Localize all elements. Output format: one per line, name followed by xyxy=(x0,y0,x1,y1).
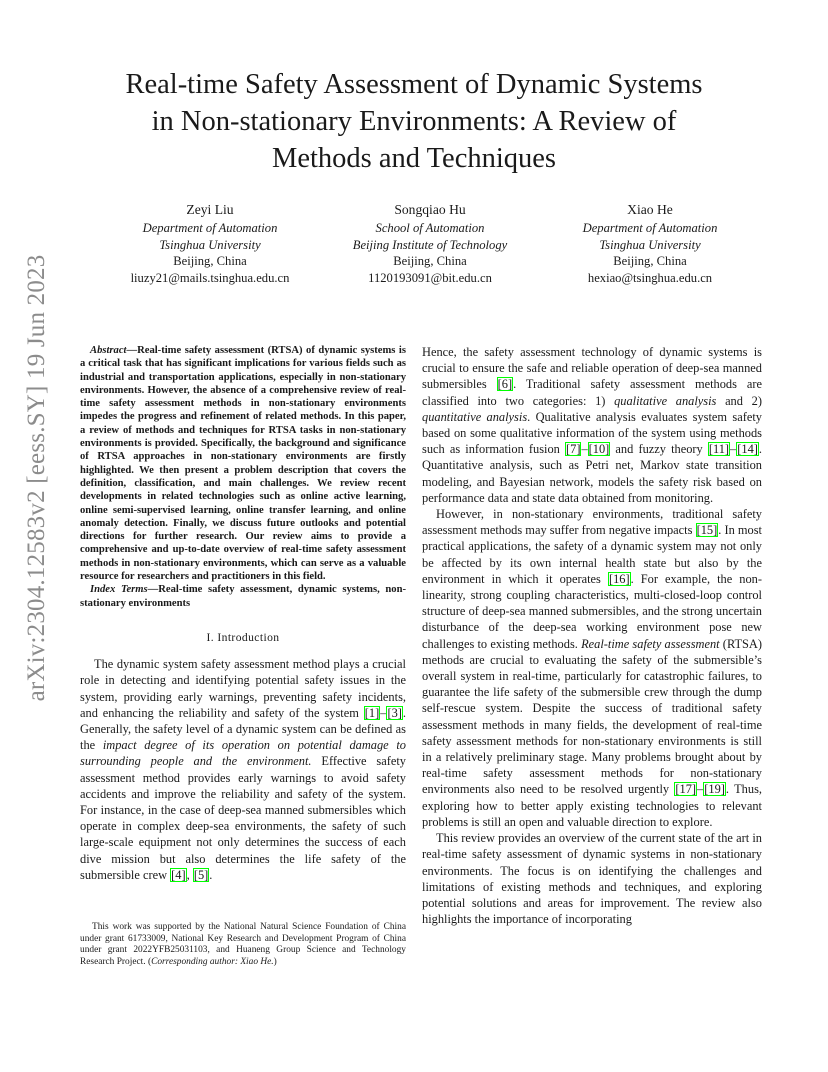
index-terms-label: Index Terms xyxy=(90,584,148,596)
text-run: . Quantitative analysis, such as Petri net, Markov state transition modeling, and Bayesian network, models the safety risk based on performance data and state data obtained from monitoring. xyxy=(422,442,763,505)
text-run: Hence, the safety assessment technology of dynamic systems is crucial to ensure the safe and reliable operation of deep-sea manned submersibles xyxy=(422,345,762,392)
citation-link[interactable]: [17] xyxy=(675,782,697,797)
emphasis-text: qualitative analysis xyxy=(614,393,717,408)
author-name: Songqiao Hu xyxy=(394,202,466,217)
author-2 xyxy=(320,202,540,287)
citation-link[interactable]: [19] xyxy=(704,782,725,797)
section-heading-introduction: I. Introduction xyxy=(206,630,280,644)
author-department: Department of Automation xyxy=(142,220,278,235)
arxiv-identifier: arXiv:2304.12583v2 [eess.SY] 19 Jun 2023 xyxy=(23,254,50,702)
paper-title xyxy=(60,66,768,177)
text-run: The dynamic system safety assessment method plays a crucial role in detecting and identifying potential safety issues in the system, providing early warnings, preventing safety incidents, and enhancing the reliability and safety of the system xyxy=(80,657,406,720)
author-3 xyxy=(540,202,760,287)
arxiv-sidebar xyxy=(21,254,53,702)
emphasis-text: Corresponding author: Xiao He. xyxy=(151,957,274,968)
text-run: – xyxy=(697,782,704,797)
emphasis-text: quantitative analysis xyxy=(422,409,528,424)
citation-link[interactable]: [5] xyxy=(193,867,209,882)
author-institution: Beijing Institute of Technology xyxy=(352,237,508,252)
author-location: Beijing, China xyxy=(613,254,687,269)
citation-link[interactable]: [7] xyxy=(566,442,581,457)
text-run: . In most practical applications, the safety of a dynamic system may not only be affected by its own internal health state but also by the environment in which it operates xyxy=(422,523,762,586)
text-run: – xyxy=(380,705,387,720)
intro-paragraph-continued xyxy=(422,344,762,506)
text-run: This work was supported by the National Natural Science Foundation of China under grant 61733009, National Key Research and Development Program of China under grant 2022YFB25031103, and Huaneng Group Science and Technology Research Project. ( xyxy=(80,922,406,968)
author-name: Xiao He xyxy=(627,202,673,217)
text-run: . xyxy=(209,867,213,882)
index-terms-text: —Real-time safety assessment, dynamic systems, non-stationary environments xyxy=(80,584,406,609)
author-email: 1120193091@bit.edu.cn xyxy=(368,271,492,286)
title-line-2: in Non-stationary Environments: A Review of xyxy=(151,106,677,137)
citation-link[interactable]: [3] xyxy=(387,705,402,720)
funding-footnote xyxy=(80,922,406,969)
text-run: . Qualitative analysis evaluates system safety based on some qualitative information of the system using methods such as information fusion xyxy=(422,409,762,457)
left-column xyxy=(80,344,406,883)
intro-paragraph-3: This review provides an overview of the current state of the art in real-time safety assessment of dynamic systems in non-stationary environments. The focus is on identifying the challenges and limitations of existing methods and techniques, and exploring potential solutions and areas for improvement. The review also highlights the importance of incorporating xyxy=(422,831,762,927)
abstract xyxy=(80,344,406,583)
citation-link[interactable]: [6] xyxy=(497,377,513,392)
abstract-label: Abstract xyxy=(90,345,127,356)
right-column xyxy=(422,344,762,927)
text-run: . Thus, exploring how to better apply existing technologies to relevant problems is still an open and valuable direction to explore. xyxy=(422,782,762,829)
citation-link[interactable]: [16] xyxy=(608,571,630,586)
text-run: , xyxy=(186,867,193,882)
citation-link[interactable]: [4] xyxy=(171,867,186,882)
citation-link[interactable]: [15] xyxy=(696,523,718,538)
footnote-text xyxy=(80,922,406,969)
title-line-3: Methods and Techniques xyxy=(271,143,556,174)
author-email: hexiao@tsinghua.edu.cn xyxy=(587,271,713,286)
text-run: – xyxy=(730,442,737,457)
author-email: liuzy21@mails.tsinghua.edu.cn xyxy=(130,271,290,286)
author-institution: Tsinghua University xyxy=(159,237,261,252)
text-run: and 2) xyxy=(716,393,762,408)
text-run: However, in non-stationary environments, traditional safety assessment methods may suffer from negative impacts xyxy=(422,507,762,538)
text-run: – xyxy=(581,442,588,457)
title-line-1: Real-time Safety Assessment of Dynamic Systems xyxy=(125,69,703,100)
intro-paragraph-2 xyxy=(422,506,762,830)
text-run: Effective safety assessment method provides early warnings to avoid safety accidents and improve the reliability and safety of the system. For instance, in the case of deep-sea manned submersibles which operate in complex deep-sea environments, the safety of such large-scale equipment not only determines the success of each dive mission but also determines the life safety of the submersible crew xyxy=(80,754,406,882)
citation-link[interactable]: [14] xyxy=(737,442,758,457)
author-name: Zeyi Liu xyxy=(186,202,234,217)
citation-link[interactable]: [11] xyxy=(708,442,730,457)
author-institution: Tsinghua University xyxy=(599,237,701,252)
emphasis-text: impact degree of its operation on potential damage to surrounding people and the environment. xyxy=(80,738,406,769)
author-department: School of Automation xyxy=(375,220,485,235)
author-location: Beijing, China xyxy=(393,254,467,269)
author-1 xyxy=(100,202,320,287)
intro-paragraph-1 xyxy=(80,656,406,883)
author-location: Beijing, China xyxy=(173,254,247,269)
index-terms xyxy=(80,583,406,610)
text-run: . For example, the non-linearity, strong coupling characteristics, multi-closed-loop control structure of deep-sea manned submersibles, and the strong uncertain disturbance of the deep-sea working environment pose new challenges to existing methods. xyxy=(422,571,762,651)
text-run: . Traditional safety assessment methods are classified into two categories: 1) xyxy=(422,377,762,408)
abstract-text: —Real-time safety assessment (RTSA) of dynamic systems is a critical task that has significant implications for various fields such as industrial and transportation applications, especially in non-stationary environments. However, the absence of a comprehensive review of real-time safety assessment methods in non-stationary environments impedes the progress and refinement of related methods. In this paper, a review of methods and techniques for RTSA tasks in non-stationary environments is provided. Specifically, the background and significance of RTSA approaches in non-stationary environments are firstly highlighted. We then present a problem description that covers the definition, classification, and main challenges. We review recent developments in related technologies such as online active learning, online semi-supervised learning, online transfer learning, and online anomaly detection. Finally, we discuss future outlooks and potential directions for further research. Our review aims to provide a comprehensive and up-to-date overview of real-time safety assessment methods in non-stationary environments, which can serve as a valuable resource for researchers and practitioners in this field. xyxy=(80,345,406,583)
citation-link[interactable]: [1] xyxy=(364,705,380,720)
text-run: and fuzzy theory xyxy=(610,442,708,457)
citation-link[interactable]: [10] xyxy=(588,442,610,457)
emphasis-text: Real-time safety assessment xyxy=(581,636,720,651)
author-block xyxy=(100,202,760,292)
text-run: ) xyxy=(273,957,277,968)
text-run: (RTSA) methods are crucial to evaluating the safety of the submersible’s overall system in real-time, particularly for catastrophic failures, to guarantee the life safety of the submersible crew through the dump self-rescue system. Despite the success of traditional safety assessment methods in many fields, the development of real-time safety assessment methods for non-stationary environments is still in a relatively preliminary stage. Many problems brought about by real-time safety assessment methods for non-stationary environments also need to be resolved urgently xyxy=(422,636,762,797)
text-run: . Generally, the safety level of a dynamic system can be defined as the xyxy=(80,705,406,753)
author-department: Department of Automation xyxy=(582,220,718,235)
